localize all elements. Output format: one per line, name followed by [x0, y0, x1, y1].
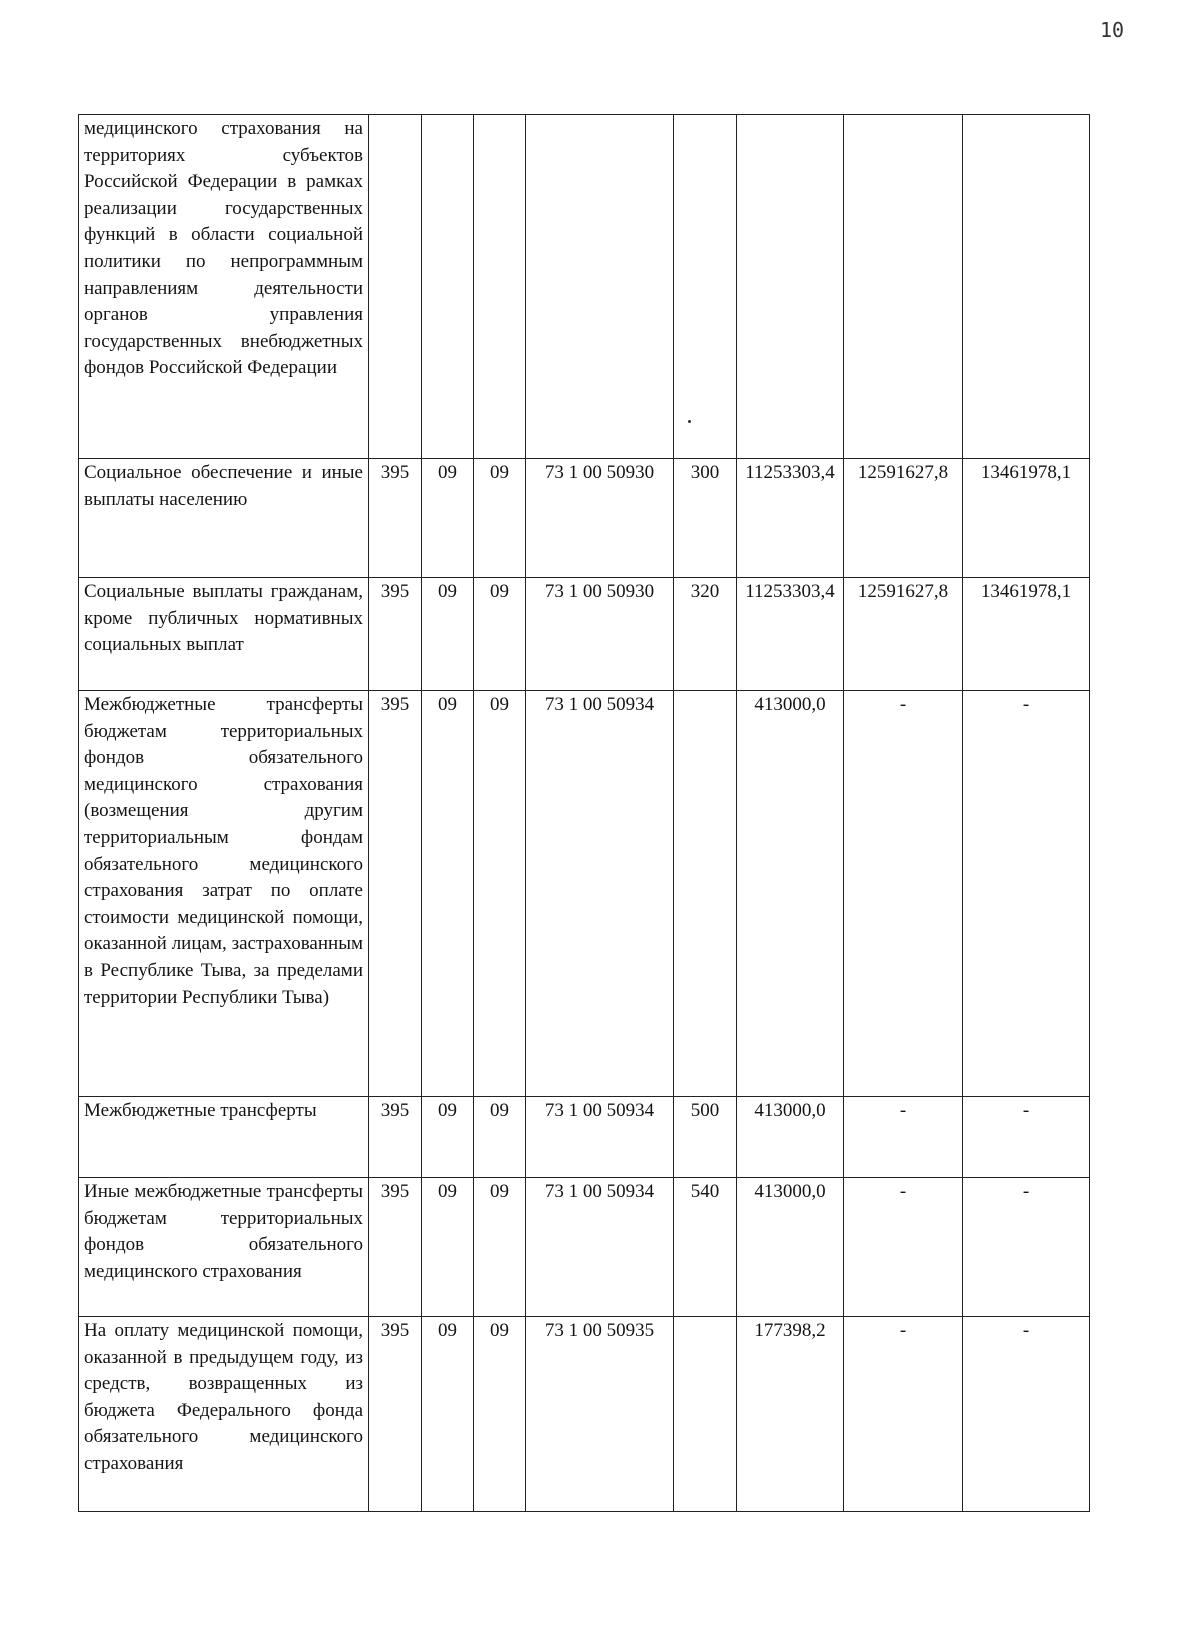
cell-expense-type: 320: [674, 578, 737, 691]
cell-expense-type: [674, 691, 737, 1097]
cell-section: 09: [422, 1097, 474, 1178]
cell-expense-type: 300: [674, 459, 737, 578]
cell-subsection: 09: [474, 1178, 526, 1317]
cell-amount-3: -: [963, 1317, 1090, 1512]
table-row: [79, 1178, 1090, 1317]
cell-target-article: 73 1 00 50930: [526, 459, 674, 578]
cell-amount-2: -: [844, 1178, 963, 1317]
cell-amount-2: [844, 115, 963, 459]
cell-grbs: 395: [369, 459, 422, 578]
cell-grbs: 395: [369, 578, 422, 691]
table-row: [79, 578, 1090, 691]
budget-table: [78, 114, 1090, 1512]
cell-section: 09: [422, 459, 474, 578]
table-row: [79, 459, 1090, 578]
row-description: Иные межбюджетные трансферты бюджетам территориальных фондов обязательного медицинского страхования: [79, 1178, 369, 1317]
cell-target-article: 73 1 00 50934: [526, 1178, 674, 1317]
cell-amount-3: 13461978,1: [963, 459, 1090, 578]
cell-expense-type: [674, 115, 737, 459]
cell-target-article: 73 1 00 50934: [526, 1097, 674, 1178]
row-description: Социальные выплаты гражданам, кроме публичных нормативных социальных выплат: [79, 578, 369, 691]
cell-target-article: [526, 115, 674, 459]
cell-section: 09: [422, 691, 474, 1097]
table-row: [79, 1317, 1090, 1512]
cell-subsection: 09: [474, 1097, 526, 1178]
cell-amount-1: [737, 115, 844, 459]
row-description: Межбюджетные трансферты бюджетам территориальных фондов обязательного медицинского страхования (возмещения другим территориальным фондам обязательного медицинского страхования затрат по оплате стоимости медицинской помощи, оказанной лицам, застрахованным в Республике Тыва, за пределами территории Республики Тыва): [79, 691, 369, 1097]
cell-amount-3: [963, 115, 1090, 459]
cell-subsection: 09: [474, 578, 526, 691]
cell-amount-2: -: [844, 691, 963, 1097]
cell-expense-type: [674, 1317, 737, 1512]
cell-amount-1: 413000,0: [737, 1097, 844, 1178]
cell-amount-1: 177398,2: [737, 1317, 844, 1512]
row-description: На оплату медицинской помощи, оказанной в предыдущем году, из средств, возвращенных из бюджета Федерального фонда обязательного медицинского страхования: [79, 1317, 369, 1512]
cell-section: 09: [422, 1178, 474, 1317]
row-description: Социальное обеспечение и иные выплаты населению: [79, 459, 369, 578]
row-description: медицинского страхования на территориях субъектов Российской Федерации в рамках реализации государственных функций в области социальной политики по непрограммным направлениям деятельности органов управления государственных внебюджетных фондов Российской Федерации: [79, 115, 369, 459]
cell-expense-type: 500: [674, 1097, 737, 1178]
cell-grbs: 395: [369, 1178, 422, 1317]
cell-amount-2: 12591627,8: [844, 578, 963, 691]
cell-subsection: [474, 115, 526, 459]
stray-mark: [688, 420, 691, 423]
cell-amount-2: -: [844, 1097, 963, 1178]
cell-amount-3: -: [963, 1178, 1090, 1317]
cell-grbs: [369, 115, 422, 459]
cell-amount-1: 11253303,4: [737, 578, 844, 691]
cell-amount-3: -: [963, 1097, 1090, 1178]
cell-amount-1: 11253303,4: [737, 459, 844, 578]
cell-section: 09: [422, 578, 474, 691]
cell-subsection: 09: [474, 1317, 526, 1512]
cell-subsection: 09: [474, 691, 526, 1097]
cell-target-article: 73 1 00 50935: [526, 1317, 674, 1512]
cell-amount-2: -: [844, 1317, 963, 1512]
cell-expense-type: 540: [674, 1178, 737, 1317]
cell-amount-1: 413000,0: [737, 691, 844, 1097]
cell-target-article: 73 1 00 50930: [526, 578, 674, 691]
row-description: Межбюджетные трансферты: [79, 1097, 369, 1178]
cell-amount-1: 413000,0: [737, 1178, 844, 1317]
cell-section: [422, 115, 474, 459]
table-row: [79, 115, 1090, 459]
cell-amount-3: 13461978,1: [963, 578, 1090, 691]
cell-subsection: 09: [474, 459, 526, 578]
table-row: [79, 691, 1090, 1097]
cell-grbs: 395: [369, 1317, 422, 1512]
page-number: 10: [1100, 18, 1125, 42]
cell-amount-3: -: [963, 691, 1090, 1097]
cell-grbs: 395: [369, 1097, 422, 1178]
cell-section: 09: [422, 1317, 474, 1512]
cell-grbs: 395: [369, 691, 422, 1097]
cell-target-article: 73 1 00 50934: [526, 691, 674, 1097]
table-row: [79, 1097, 1090, 1178]
cell-amount-2: 12591627,8: [844, 459, 963, 578]
